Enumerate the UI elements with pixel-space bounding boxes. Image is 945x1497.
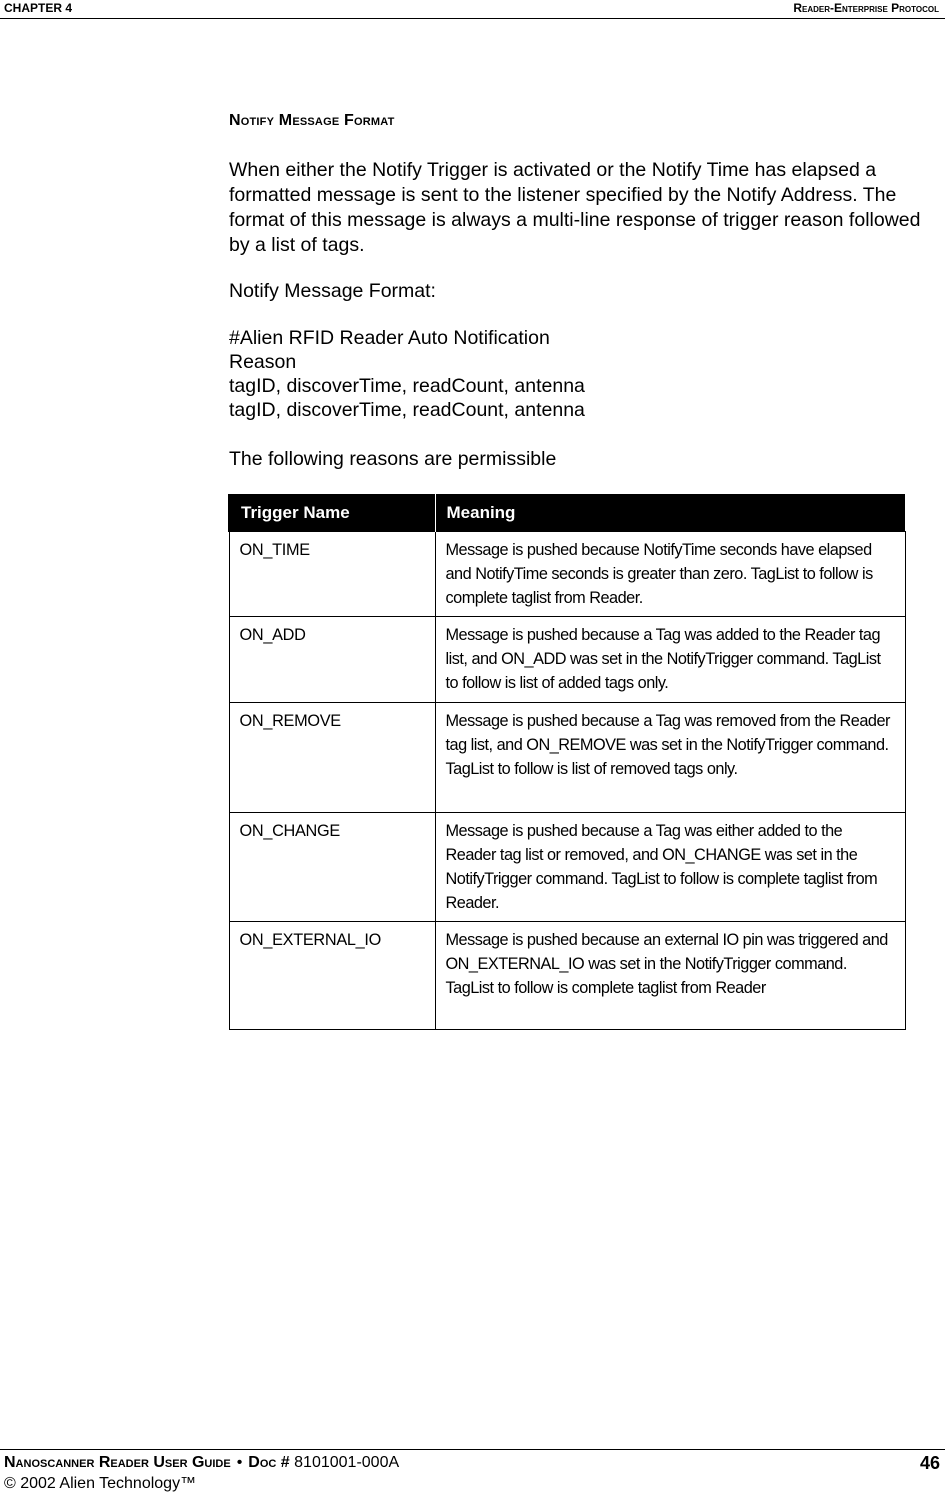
bullet-separator: • <box>236 1454 243 1471</box>
page-number: 46 <box>919 1453 940 1473</box>
table-row <box>229 617 905 703</box>
trigger-name-cell: ON_CHANGE <box>229 813 435 922</box>
doc-number: 8101001-000A <box>294 1454 400 1471</box>
message-line: #Alien RFID Reader Auto Notification <box>229 327 550 349</box>
section-title: Notify Message Format <box>229 112 395 129</box>
intro-paragraph: When either the Notify Trigger is activated or the Notify Time has elapsed a formatted message is sent to the listener specified by the Notify Address. The format of this message is always a multi-line response of trigger reason followed by a list of tags. <box>229 159 921 256</box>
column-header-trigger-name: Trigger Name <box>229 494 435 532</box>
trigger-meaning-cell: Message is pushed because NotifyTime seconds have elapsed and NotifyTime seconds is greater than zero. TagList to follow is complete taglist from Reader. <box>435 532 905 617</box>
guide-title: Nanoscanner Reader User Guide <box>4 1454 231 1471</box>
message-line: tagID, discoverTime, readCount, antenna <box>229 399 585 421</box>
table-row <box>229 813 905 922</box>
message-format-block <box>229 326 585 422</box>
table-row <box>229 703 905 813</box>
page-header <box>0 0 945 19</box>
trigger-meaning-cell: Message is pushed because a Tag was removed from the Reader tag list, and ON_REMOVE was set in the NotifyTrigger command. TagList to follow is list of removed tags only. <box>435 703 905 813</box>
trigger-table <box>228 494 906 1030</box>
copyright: © 2002 Alien Technology™ <box>4 1475 197 1492</box>
table-header-row <box>229 494 905 532</box>
trigger-meaning-cell: Message is pushed because a Tag was added to the Reader tag list, and ON_ADD was set in the NotifyTrigger command. TagList to follow is list of added tags only. <box>435 617 905 703</box>
trigger-meaning-cell: Message is pushed because an external IO pin was triggered and ON_EXTERNAL_IO was set in the NotifyTrigger command. TagList to follow is complete taglist from Reader <box>435 922 905 1030</box>
column-header-meaning: Meaning <box>435 494 905 532</box>
footer-divider <box>0 1449 945 1450</box>
doc-label: Doc # <box>248 1454 290 1471</box>
table-row <box>229 532 905 617</box>
trigger-name-cell: ON_ADD <box>229 617 435 703</box>
reasons-intro: The following reasons are permissible <box>229 448 557 470</box>
trigger-name-cell: ON_EXTERNAL_IO <box>229 922 435 1030</box>
message-line: tagID, discoverTime, readCount, antenna <box>229 375 585 397</box>
trigger-meaning-cell: Message is pushed because a Tag was either added to the Reader tag list or removed, and ON_CHANGE was set in the NotifyTrigger command. TagList to follow is complete taglist from Reader. <box>435 813 905 922</box>
message-line: Reason <box>229 351 297 373</box>
section-label: Reader-Enterprise Protocol <box>793 1 939 15</box>
trigger-name-cell: ON_TIME <box>229 532 435 617</box>
table-row <box>229 922 905 1030</box>
footer-doc-info <box>4 1454 399 1472</box>
trigger-name-cell: ON_REMOVE <box>229 703 435 813</box>
chapter-label: CHAPTER 4 <box>4 1 73 15</box>
format-label: Notify Message Format: <box>229 280 436 302</box>
